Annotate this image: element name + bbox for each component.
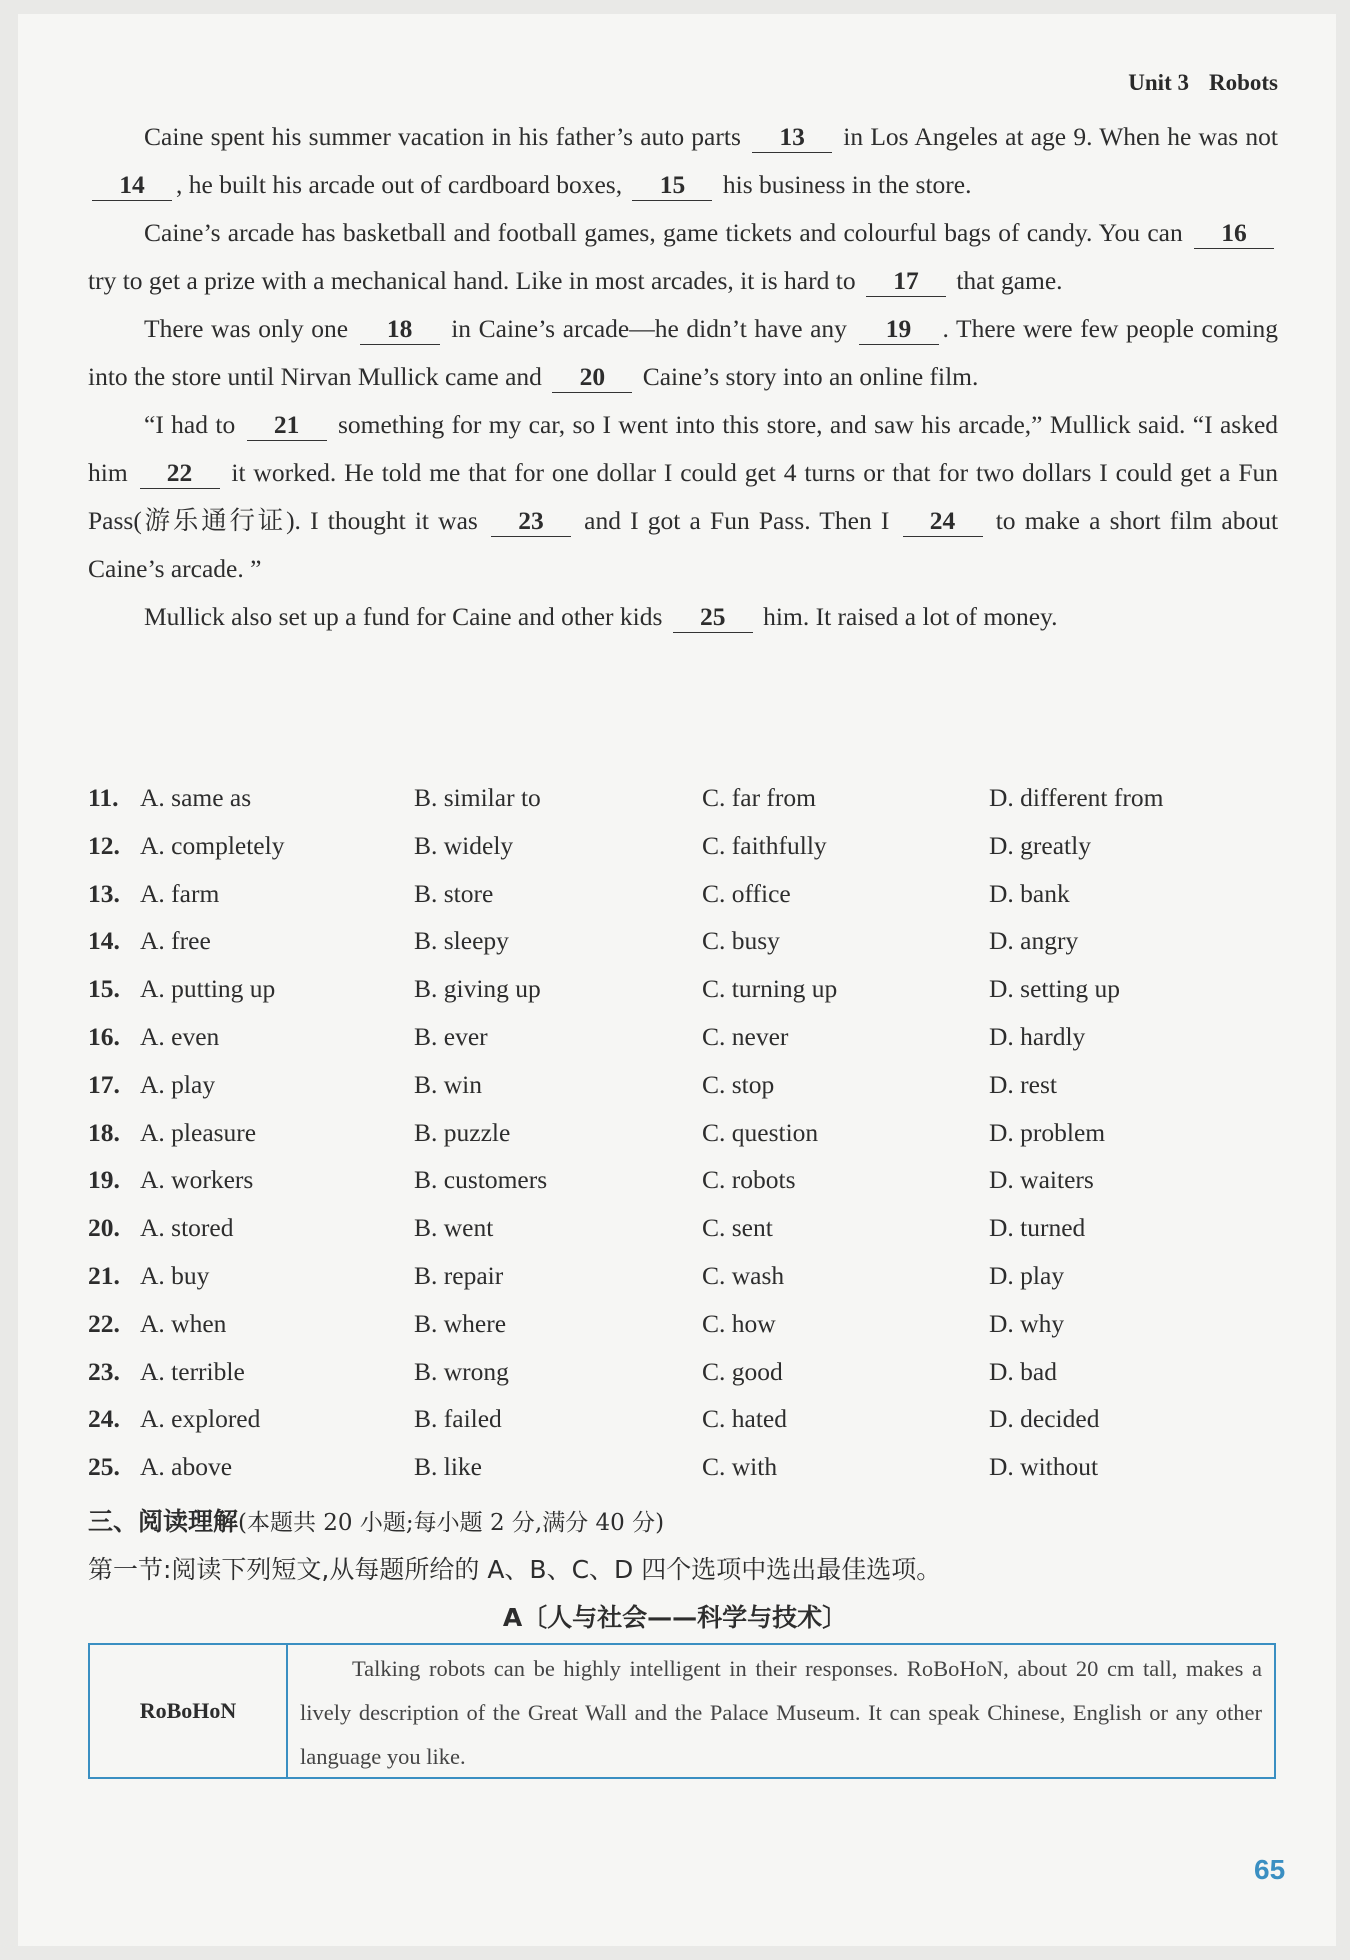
option-d: D. greatly (989, 830, 1091, 860)
box-label: RoBoHoN (90, 1645, 288, 1777)
paragraph-3 (88, 305, 1278, 401)
page-number: 65 (1254, 1854, 1286, 1885)
text: that game. (956, 266, 1063, 295)
blank-23: 23 (491, 506, 571, 537)
option-a: A. buy (140, 1260, 210, 1290)
option-row (88, 783, 1288, 831)
option-b: B. sleepy (414, 926, 509, 956)
text: his business in the store. (722, 170, 972, 199)
option-row (88, 1165, 1288, 1213)
option-a: A. above (140, 1452, 233, 1482)
option-row (88, 974, 1288, 1022)
option-row (88, 1404, 1288, 1452)
question-number: 18. (88, 1117, 120, 1147)
blank-14: 14 (92, 170, 172, 201)
unit-label: Unit 3 (1128, 70, 1189, 95)
cloze-passage (88, 113, 1278, 641)
option-c: C. robots (702, 1165, 796, 1195)
option-a: A. even (140, 1021, 220, 1051)
option-a: A. terrible (140, 1356, 245, 1386)
option-b: B. win (414, 1069, 483, 1099)
option-d: D. setting up (989, 974, 1121, 1004)
question-number: 21. (88, 1260, 120, 1290)
option-d: D. hardly (989, 1021, 1086, 1051)
blank-13: 13 (752, 122, 832, 153)
blank-20: 20 (552, 362, 632, 393)
text: “I had to (144, 410, 236, 439)
passage-subheading: A〔人与社会——科学与技术〕 (502, 1603, 848, 1632)
option-c: C. never (702, 1021, 789, 1051)
text: There was only one (144, 314, 349, 343)
option-d: D. decided (989, 1404, 1100, 1434)
option-b: B. giving up (414, 974, 541, 1004)
option-a: A. when (140, 1308, 227, 1338)
paragraph-2 (88, 209, 1278, 305)
option-b: B. failed (414, 1404, 502, 1434)
option-row (88, 1452, 1288, 1500)
option-row (88, 1357, 1288, 1405)
option-c: C. with (702, 1452, 778, 1482)
option-b: B. ever (414, 1021, 488, 1051)
question-number: 20. (88, 1213, 120, 1243)
section-heading (88, 1502, 664, 1538)
option-b: B. wrong (414, 1356, 509, 1386)
text: him. It raised a lot of money. (763, 602, 1058, 631)
text: it worked. He told me that for one dollar I could get 4 turns or that for two dollars I could get a Fun Pass(游乐通行证). I thought it was (88, 458, 1279, 535)
option-b: B. puzzle (414, 1117, 511, 1147)
text: , he built his arcade out of cardboard boxes, (176, 170, 623, 199)
section-score: (本题共 20 小题;每小题 2 分,满分 40 分) (238, 1510, 665, 1536)
page-header (1108, 70, 1278, 96)
option-d: D. different from (989, 783, 1164, 812)
blank-24: 24 (903, 506, 983, 537)
option-b: B. store (414, 878, 494, 908)
option-row (88, 1022, 1288, 1070)
paragraph-1 (88, 113, 1278, 209)
option-d: D. problem (989, 1117, 1106, 1147)
text: in Los Angeles at age 9. When he was not (843, 122, 1278, 151)
reading-box (88, 1643, 1276, 1779)
option-b: B. repair (414, 1260, 504, 1290)
option-row (88, 1213, 1288, 1261)
option-c: C. turning up (702, 974, 838, 1004)
option-c: C. hated (702, 1404, 787, 1434)
section-title: 三、阅读理解 (88, 1507, 239, 1536)
question-number: 11. (88, 783, 119, 812)
option-c: C. office (702, 878, 791, 908)
option-b: B. widely (414, 830, 514, 860)
blank-16: 16 (1194, 218, 1274, 249)
question-number: 24. (88, 1404, 120, 1434)
option-b: B. similar to (414, 783, 541, 812)
question-number: 25. (88, 1452, 120, 1482)
option-row (88, 1261, 1288, 1309)
question-number: 23. (88, 1356, 120, 1386)
text: something for my car, so I went into this store, and saw his arcade,” Mullick said. “I asked him (88, 410, 1279, 487)
question-number: 15. (88, 974, 120, 1004)
option-c: C. how (702, 1308, 776, 1338)
text: Caine spent his summer vacation in his father’s auto parts (144, 122, 741, 151)
answer-options (88, 783, 1288, 1500)
option-a: A. free (140, 926, 211, 956)
option-a: A. explored (140, 1404, 261, 1434)
option-d: D. rest (989, 1069, 1057, 1099)
option-a: A. completely (140, 830, 285, 860)
paragraph-5 (88, 593, 1278, 641)
text: Mullick also set up a fund for Caine and other kids (144, 602, 663, 631)
text: to make a short film about Caine’s arcade. ” (88, 506, 1279, 583)
question-number: 16. (88, 1021, 120, 1051)
option-a: A. same as (140, 783, 252, 812)
question-number: 12. (88, 830, 120, 860)
text: in Caine’s arcade—he didn’t have any (451, 314, 847, 343)
blank-21: 21 (247, 410, 327, 441)
option-a: A. play (140, 1069, 216, 1099)
option-c: C. busy (702, 926, 780, 956)
blank-25: 25 (673, 602, 753, 633)
option-a: A. workers (140, 1165, 254, 1195)
text: Caine’s story into an online film. (642, 362, 979, 391)
option-row (88, 1118, 1288, 1166)
box-text (288, 1645, 1274, 1777)
option-c: C. wash (702, 1260, 785, 1290)
blank-19: 19 (859, 314, 939, 345)
option-c: C. far from (702, 783, 817, 812)
question-number: 22. (88, 1308, 120, 1338)
option-c: C. faithfully (702, 830, 827, 860)
blank-18: 18 (360, 314, 440, 345)
text: try to get a prize with a mechanical hand. Like in most arcades, it is hard to (88, 266, 856, 295)
option-row (88, 1309, 1288, 1357)
part-instruction: 第一节:阅读下列短文,从每题所给的 A、B、C、D 四个选项中选出最佳选项。 (88, 1555, 942, 1584)
option-a: A. putting up (140, 974, 276, 1004)
option-b: B. like (414, 1452, 482, 1482)
question-number: 17. (88, 1069, 120, 1099)
blank-17: 17 (866, 266, 946, 297)
option-d: D. why (989, 1308, 1065, 1338)
option-a: A. pleasure (140, 1117, 257, 1147)
option-row (88, 1070, 1288, 1118)
option-a: A. farm (140, 878, 220, 908)
question-number: 14. (88, 926, 120, 956)
text: . There were few people coming into the store until Nirvan Mullick came and (88, 314, 1279, 391)
question-number: 19. (88, 1165, 120, 1195)
option-d: D. angry (989, 926, 1079, 956)
option-c: C. question (702, 1117, 819, 1147)
unit-title: Robots (1208, 70, 1278, 95)
option-c: C. sent (702, 1213, 773, 1243)
option-d: D. turned (989, 1213, 1086, 1243)
paragraph-4 (88, 401, 1278, 593)
option-b: B. where (414, 1308, 507, 1338)
option-a: A. stored (140, 1213, 234, 1243)
option-d: D. bank (989, 878, 1070, 908)
option-d: D. bad (989, 1356, 1057, 1386)
option-d: D. play (989, 1260, 1065, 1290)
option-b: B. customers (414, 1165, 548, 1195)
text: and I got a Fun Pass. Then I (584, 506, 890, 535)
blank-15: 15 (632, 170, 712, 201)
option-row (88, 879, 1288, 927)
option-b: B. went (414, 1213, 494, 1243)
option-row (88, 926, 1288, 974)
option-c: C. stop (702, 1069, 775, 1099)
box-paragraph: Talking robots can be highly intelligent in their responses. RoBoHoN, about 20 cm tall, makes a lively description of the Great Wall and the Palace Museum. It can speak Chinese, English or any other language you like. (300, 1656, 1262, 1769)
option-d: D. without (989, 1452, 1099, 1482)
blank-22: 22 (140, 458, 220, 489)
option-c: C. good (702, 1356, 783, 1386)
text: Caine’s arcade has basketball and football games, game tickets and colourful bags of candy. You can (144, 218, 1183, 247)
question-number: 13. (88, 878, 120, 908)
option-d: D. waiters (989, 1165, 1094, 1195)
option-row (88, 831, 1288, 879)
